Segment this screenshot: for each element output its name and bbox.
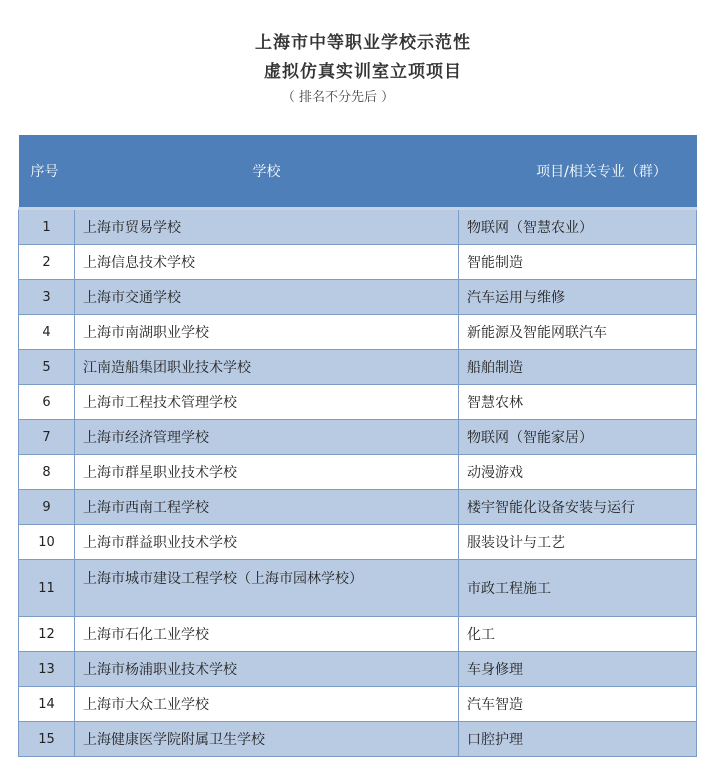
row-school: 上海健康医学院附属卫生学校 — [75, 722, 459, 757]
table-row — [19, 350, 697, 385]
table-row — [19, 687, 697, 722]
row-number: 15 — [19, 722, 75, 757]
row-project: 船舶制造 — [459, 350, 697, 385]
row-project: 市政工程施工 — [459, 560, 697, 617]
row-school: 上海市群星职业技术学校 — [75, 455, 459, 490]
row-school: 上海市交通学校 — [75, 280, 459, 315]
row-project: 车身修理 — [459, 652, 697, 687]
page-title-line-2: 虚拟仿真实训室立项项目 — [264, 62, 462, 82]
row-project: 汽车智造 — [459, 687, 697, 722]
row-number: 8 — [19, 455, 75, 490]
row-number: 5 — [19, 350, 75, 385]
table-row — [19, 490, 697, 525]
row-number: 12 — [19, 617, 75, 652]
row-school: 上海市贸易学校 — [75, 209, 459, 245]
row-school: 上海市杨浦职业技术学校 — [75, 652, 459, 687]
table-row — [19, 420, 697, 455]
row-project: 物联网（智能家居） — [459, 420, 697, 455]
row-school: 江南造船集团职业技术学校 — [75, 350, 459, 385]
row-project: 动漫游戏 — [459, 455, 697, 490]
row-school: 上海市南湖职业学校 — [75, 315, 459, 350]
row-project: 口腔护理 — [459, 722, 697, 757]
row-project: 智能制造 — [459, 245, 697, 280]
row-project: 新能源及智能网联汽车 — [459, 315, 697, 350]
row-number: 3 — [19, 280, 75, 315]
table-row — [19, 652, 697, 687]
ranking-note: （ 排名不分先后 ） — [281, 90, 395, 105]
row-school: 上海信息技术学校 — [75, 245, 459, 280]
header-school: 学校 — [75, 135, 459, 209]
row-number: 9 — [19, 490, 75, 525]
row-school: 上海市西南工程学校 — [75, 490, 459, 525]
row-school: 上海市经济管理学校 — [75, 420, 459, 455]
row-school: 上海市石化工业学校 — [75, 617, 459, 652]
table-row — [19, 209, 697, 245]
row-number: 7 — [19, 420, 75, 455]
row-number: 11 — [19, 560, 75, 617]
row-school: 上海市城市建设工程学校（上海市园林学校） — [75, 560, 459, 617]
row-project: 楼宇智能化设备安装与运行 — [459, 490, 697, 525]
table-row — [19, 245, 697, 280]
table-row — [19, 560, 697, 617]
header-number: 序号 — [19, 135, 75, 209]
project-table — [18, 135, 697, 757]
row-number: 2 — [19, 245, 75, 280]
table-row — [19, 722, 697, 757]
row-school: 上海市大众工业学校 — [75, 687, 459, 722]
page-title-line-1: 上海市中等职业学校示范性 — [255, 33, 471, 53]
row-school: 上海市群益职业技术学校 — [75, 525, 459, 560]
row-school: 上海市工程技术管理学校 — [75, 385, 459, 420]
row-number: 4 — [19, 315, 75, 350]
row-project: 物联网（智慧农业） — [459, 209, 697, 245]
row-number: 1 — [19, 209, 75, 245]
row-number: 10 — [19, 525, 75, 560]
table-row — [19, 617, 697, 652]
row-project: 化工 — [459, 617, 697, 652]
table-row — [19, 455, 697, 490]
table-header-row — [19, 135, 697, 209]
row-number: 6 — [19, 385, 75, 420]
header-project: 项目/相关专业（群） — [459, 135, 697, 209]
row-number: 13 — [19, 652, 75, 687]
table-row — [19, 525, 697, 560]
row-number: 14 — [19, 687, 75, 722]
table-row — [19, 280, 697, 315]
row-project: 汽车运用与维修 — [459, 280, 697, 315]
row-project: 智慧农林 — [459, 385, 697, 420]
table-row — [19, 385, 697, 420]
row-project: 服装设计与工艺 — [459, 525, 697, 560]
table-row — [19, 315, 697, 350]
